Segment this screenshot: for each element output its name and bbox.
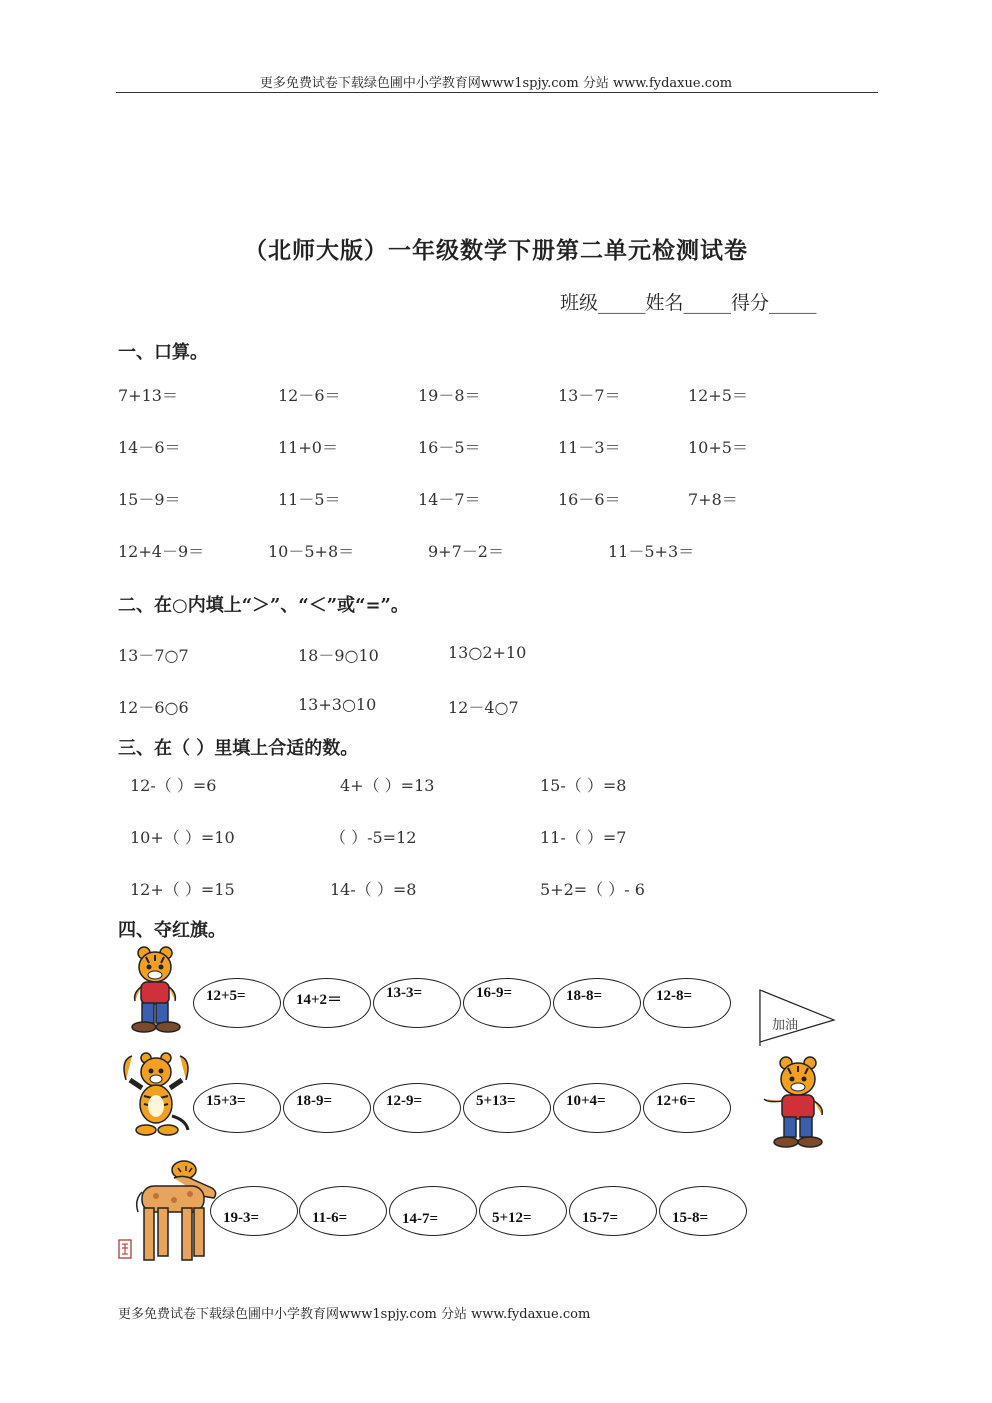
oval-text: 19-3= (223, 1210, 260, 1226)
s1-item: 11－3＝ (558, 438, 621, 457)
page-header: 更多免费试卷下载绿色圃中小学教育网www1spjy.com 分站 www.fydaxue.com (259, 76, 733, 91)
oval-text: 10+4= (566, 1093, 606, 1109)
oval-text: 13-3= (386, 985, 423, 1001)
section3-heading: 三、在（ ）里填上合适的数。 (118, 738, 359, 759)
s2-item: 12－4○7 (448, 698, 519, 717)
oval-text: 5+12= (492, 1210, 532, 1226)
horse-rider-icon (134, 1156, 218, 1266)
s2-item: 13+3○10 (298, 695, 377, 714)
oval-text: 5+13= (476, 1093, 516, 1109)
section1-heading: 一、口算。 (118, 342, 208, 363)
student-info: 班级_____姓名_____得分_____ (560, 292, 817, 314)
race-oval (389, 1186, 477, 1236)
s1-item: 14－7＝ (418, 490, 481, 509)
oval-text: 12-9= (386, 1093, 423, 1109)
s1-item: 7+8＝ (688, 490, 738, 509)
flag-text: 加油 (772, 1018, 799, 1033)
s1-item: 12+5＝ (688, 386, 748, 405)
s1-item: 11－5+3＝ (608, 542, 695, 561)
race-oval (373, 1083, 461, 1133)
race-oval (659, 1186, 747, 1236)
race-oval (553, 978, 641, 1028)
race-oval (463, 978, 551, 1028)
oval-text: 15-7= (582, 1210, 619, 1226)
s1-item: 9+7－2＝ (428, 542, 504, 561)
oval-text: 12+6= (656, 1093, 696, 1109)
s1-item: 10+5＝ (688, 438, 748, 457)
s3-item: 15-（ ）=8 (540, 776, 627, 795)
s2-item: 18－9○10 (298, 646, 379, 665)
s1-item: 12－6＝ (278, 386, 341, 405)
oval-text: 12-8= (656, 988, 693, 1004)
s1-item: 15－9＝ (118, 490, 181, 509)
s2-item: 13○2+10 (448, 643, 527, 662)
s1-item: 10－5+8＝ (268, 542, 355, 561)
s1-item: 11+0＝ (278, 438, 338, 457)
race-oval (553, 1083, 641, 1133)
s1-item: 12+4－9＝ (118, 542, 205, 561)
section2-heading: 二、在○内填上“＞”、“＜”或“=”。 (118, 595, 409, 616)
oval-text: 18-8= (566, 988, 603, 1004)
oval-text: 12+5= (206, 988, 246, 1004)
tiger-waving-icon (760, 1055, 834, 1151)
s3-item: 11-（ ）=7 (540, 828, 627, 847)
s3-item: 12-（ ）=6 (130, 776, 217, 795)
s3-item: 5+2=（ ）- 6 (540, 880, 645, 899)
race-oval (193, 1083, 281, 1133)
section4-heading: 四、夺红旗。 (118, 920, 226, 941)
oval-text: 18-9= (296, 1093, 333, 1109)
race-oval (283, 978, 371, 1028)
s1-item: 13－7＝ (558, 386, 621, 405)
oval-text: 14+2＝ (296, 992, 343, 1008)
race-oval (569, 1186, 657, 1236)
s3-item: 4+（ ）=13 (340, 776, 435, 795)
race-oval (463, 1083, 551, 1133)
race-oval (643, 978, 731, 1028)
s1-item: 7+13＝ (118, 386, 178, 405)
race-oval (373, 978, 461, 1028)
s3-item: 10+（ ）=10 (130, 828, 235, 847)
s2-item: 13－7○7 (118, 646, 189, 665)
s1-item: 16－6＝ (558, 490, 621, 509)
race-oval (193, 978, 281, 1028)
s2-item: 12－6○6 (118, 698, 189, 717)
oval-text: 15-8= (672, 1210, 709, 1226)
race-oval (299, 1186, 387, 1236)
race-oval (479, 1186, 567, 1236)
s3-item: （ ）-5=12 (330, 828, 417, 847)
s3-item: 12+（ ）=15 (130, 880, 235, 899)
s1-item: 19－8＝ (418, 386, 481, 405)
oval-text: 14-7= (402, 1211, 439, 1227)
page-footer: 更多免费试卷下载绿色圃中小学教育网www1spjy.com 分站 www.fydaxue.com (118, 1307, 591, 1322)
tiger-cheering-icon (118, 1050, 194, 1140)
race-oval (643, 1083, 731, 1133)
tiger-icon (124, 945, 184, 1037)
oval-text: 16-9= (476, 985, 513, 1001)
header-rule (116, 92, 878, 93)
oval-text: 11-6= (312, 1210, 348, 1226)
race-oval (283, 1083, 371, 1133)
seal-stamp-icon (118, 1239, 132, 1259)
s1-item: 11－5＝ (278, 490, 341, 509)
race-oval (210, 1186, 298, 1236)
s3-item: 14-（ ）=8 (330, 880, 417, 899)
page-title: （北师大版）一年级数学下册第二单元检测试卷 (244, 237, 748, 264)
s1-item: 16－5＝ (418, 438, 481, 457)
s1-item: 14－6＝ (118, 438, 181, 457)
oval-text: 15+3= (206, 1093, 246, 1109)
